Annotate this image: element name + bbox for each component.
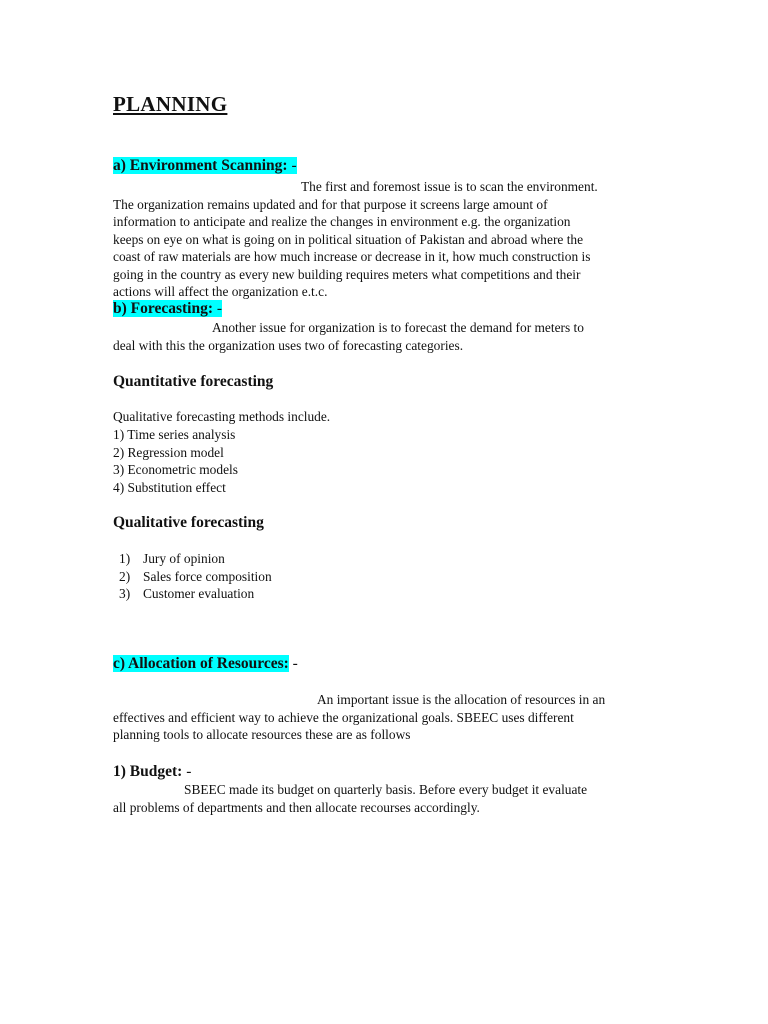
env-scanning-paragraph xyxy=(113,178,653,301)
quantitative-intro: Qualitative forecasting methods include. xyxy=(113,409,331,424)
paragraph-line: keeps on eye on what is going on in political situation of Pakistan and abroad where the xyxy=(113,231,584,247)
forecasting-paragraph xyxy=(113,319,653,354)
qualitative-heading: Qualitative forecasting xyxy=(113,514,264,531)
allocation-heading xyxy=(113,655,298,673)
allocation-paragraph xyxy=(113,691,653,744)
list-item xyxy=(119,568,272,586)
env-scanning-heading-text: a) Environment Scanning: xyxy=(113,157,288,174)
list-item-number: 3) xyxy=(119,586,131,601)
budget-paragraph xyxy=(113,781,653,816)
paragraph-line: An important issue is the allocation of resources in an xyxy=(317,692,606,707)
list-item-text: Jury of opinion xyxy=(143,551,225,566)
budget-heading-text: 1) Budget: xyxy=(113,763,183,780)
paragraph-line: actions will affect the organization e.t.c. xyxy=(113,284,328,299)
list-item-number: 2) xyxy=(119,568,131,584)
env-scanning-dash: - xyxy=(287,157,297,174)
env-scanning-heading xyxy=(113,157,297,175)
budget-heading xyxy=(113,763,191,781)
paragraph-line: deal with this the organization uses two of forecasting categories. xyxy=(113,337,464,353)
paragraph-line: going in the country as every new building requires meters what competitions and their xyxy=(113,266,581,282)
list-item-text: Sales force composition xyxy=(143,568,272,584)
forecasting-dash: - xyxy=(213,300,223,317)
list-item: 3) Econometric models xyxy=(113,462,238,477)
paragraph-line: Another issue for organization is to forecast the demand for meters to xyxy=(212,320,584,335)
list-item: 1) Time series analysis xyxy=(113,427,236,442)
paragraph-line: coast of raw materials are how much increase or decrease in it, how much construction is xyxy=(113,249,591,264)
paragraph-line: effectives and efficient way to achieve the organizational goals. SBEEC uses different xyxy=(113,709,574,725)
page-title: PLANNING xyxy=(113,92,228,116)
list-item xyxy=(119,550,272,568)
forecasting-heading-text: b) Forecasting: xyxy=(113,300,214,317)
forecasting-heading xyxy=(113,300,222,318)
quantitative-heading: Quantitative forecasting xyxy=(113,373,274,390)
paragraph-line: planning tools to allocate resources these are as follows xyxy=(113,727,411,742)
quantitative-list xyxy=(113,426,238,496)
paragraph-line: The first and foremost issue is to scan the environment. xyxy=(301,179,598,194)
paragraph-line: The organization remains updated and for that purpose it screens large amount of xyxy=(113,196,548,212)
budget-dash: - xyxy=(182,763,192,780)
list-item: 2) Regression model xyxy=(113,444,224,460)
list-item xyxy=(119,585,272,603)
list-item: 4) Substitution effect xyxy=(113,479,226,495)
list-item-text: Customer evaluation xyxy=(143,586,255,601)
allocation-dash: - xyxy=(288,655,298,672)
allocation-heading-text: c) Allocation of Resources: xyxy=(113,655,289,672)
paragraph-line: information to anticipate and realize the changes in environment e.g. the organization xyxy=(113,214,571,229)
qualitative-list xyxy=(119,550,272,603)
paragraph-line: SBEEC made its budget on quarterly basis. Before every budget it evaluate xyxy=(184,782,588,797)
list-item-number: 1) xyxy=(119,551,131,566)
paragraph-line: all problems of departments and then allocate recourses accordingly. xyxy=(113,799,480,815)
